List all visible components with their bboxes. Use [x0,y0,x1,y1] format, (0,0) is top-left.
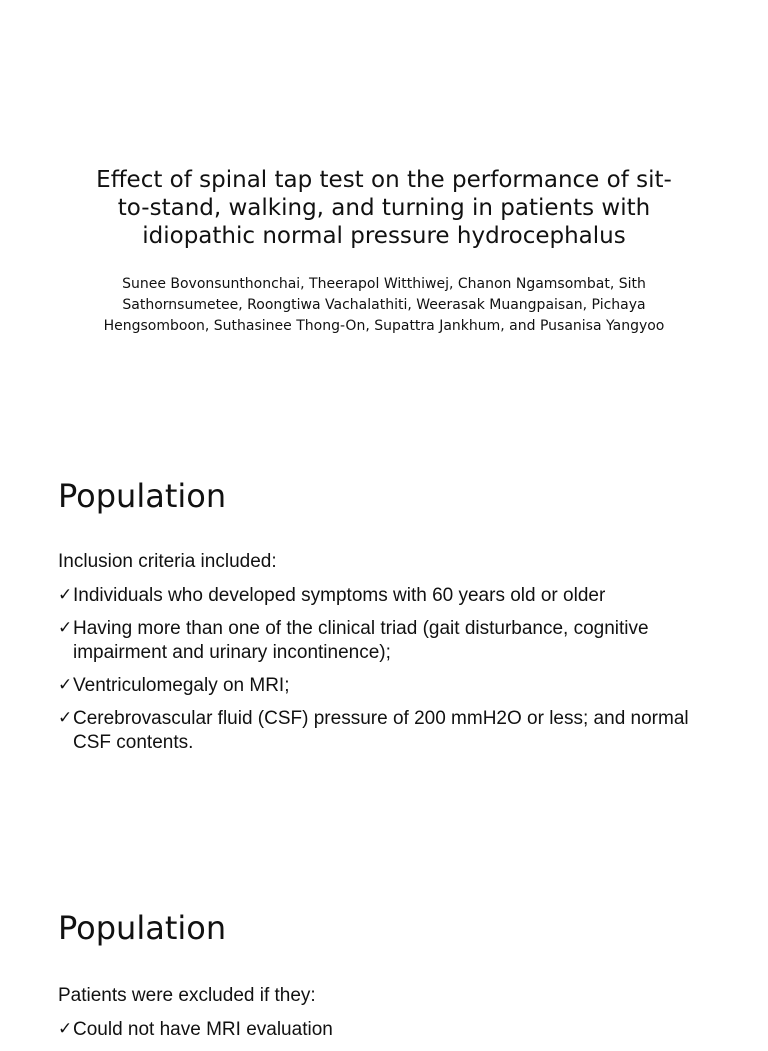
author-list: Sunee Bovonsunthonchai, Theerapol Witthiwej, Chanon Ngamsombat, Sith Sathornsumetee, Roongtiwa Vachalathiti, Weerasak Muangpaisan, Pichaya Hengsomboon, Suthasinee Thong-On, Supattra Jankhum, and Pusanisa Yangyoo [103,276,665,334]
slide-content [58,984,718,1051]
criteria-list [58,1018,718,1042]
paper-title: Effect of spinal tap test on the performance of sit-to-stand, walking, and turning in patients with idiopathic normal pressure hydrocephalus [96,167,672,249]
criteria-intro: Inclusion criteria included: [58,551,277,572]
check-mark-icon: ✓ [58,1019,73,1038]
slide-content [58,550,718,764]
slide-heading: Population [58,477,227,515]
criteria-text: Cerebrovascular fluid (CSF) pressure of 200 mmH2O or less; and normal CSF contents. [73,708,689,753]
exclusion-criteria-slide [0,864,768,1040]
criteria-text: Ventriculomegaly on MRI; [73,675,290,696]
inclusion-criteria-slide [0,432,768,864]
list-item [58,1018,718,1042]
title-slide [0,0,768,432]
title-block [90,166,678,250]
criteria-text: Having more than one of the clinical triad (gait disturbance, cognitive impairment and urinary incontinence); [73,618,649,663]
criteria-list [58,584,718,755]
criteria-intro: Patients were excluded if they: [58,985,316,1006]
list-item [58,707,718,755]
check-mark-icon: ✓ [58,585,73,604]
check-mark-icon: ✓ [58,708,73,727]
criteria-text: Individuals who developed symptoms with 60 years old or older [73,585,606,606]
slide-heading: Population [58,909,227,947]
criteria-text: Could not have MRI evaluation [73,1019,333,1040]
check-mark-icon: ✓ [58,618,73,637]
check-mark-icon: ✓ [58,675,73,694]
list-item [58,674,718,698]
list-item [58,584,718,608]
list-item [58,617,718,665]
